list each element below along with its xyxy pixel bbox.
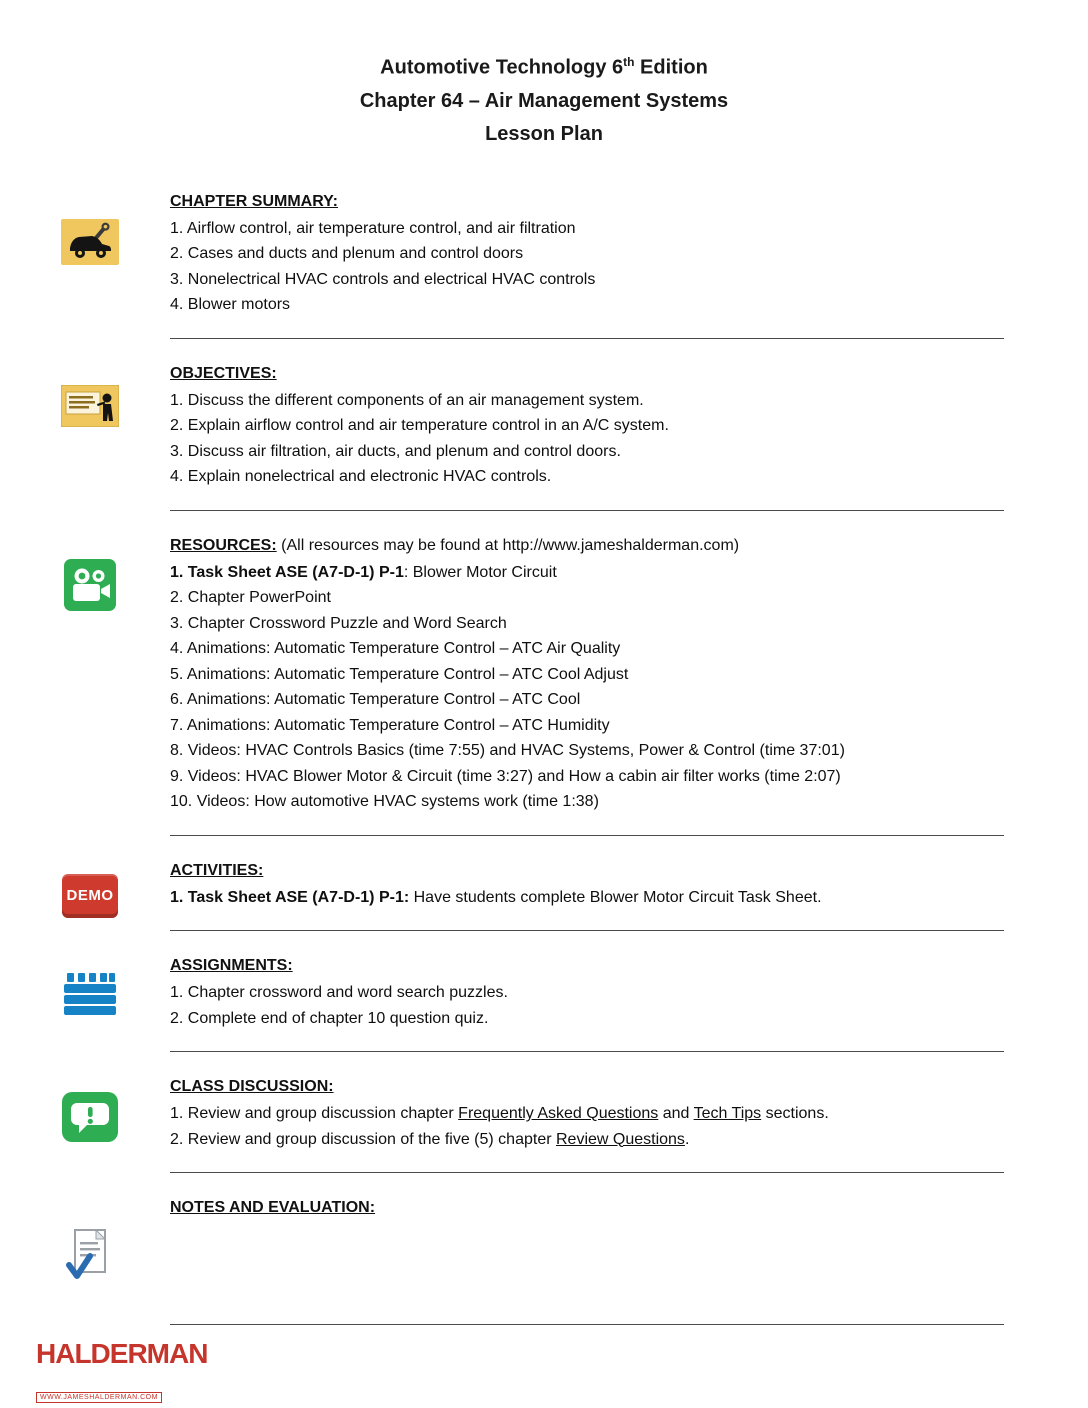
list-item: 3. Nonelectrical HVAC controls and electrical HVAC controls [170,270,596,288]
list-item: 8. Videos: HVAC Controls Basics (time 7:55) and HVAC Systems, Power & Control (time 37:01) [170,742,845,760]
list-item: 4. Blower motors [170,296,291,314]
list-item: 9. Videos: HVAC Blower Motor & Circuit (time 3:27) and How a cabin air filter works (time 2:07) [170,767,841,785]
list-item: 3. Discuss air filtration, air ducts, and plenum and control doors. [170,442,621,460]
objectives-heading: OBJECTIVES: [170,364,277,382]
section-resources [170,537,1004,836]
list-item: 2. Review and group discussion of the five (5) chapter Review Questions. [170,1130,690,1148]
discussion-bubble-icon [58,1092,122,1146]
list-item: 6. Animations: Automatic Temperature Control – ATC Cool [170,691,581,709]
footer [36,1340,207,1404]
list-item: 4. Animations: Automatic Temperature Control – ATC Air Quality [170,640,621,658]
list-item: 7. Animations: Automatic Temperature Control – ATC Humidity [170,716,610,734]
list-item: 2. Explain airflow control and air temperature control in an A/C system. [170,417,669,435]
list-item: 3. Chapter Crossword Puzzle and Word Search [170,614,507,632]
class-discussion-heading: CLASS DISCUSSION: [170,1078,334,1096]
title-line-1: Automotive Technology 6th Edition [380,55,708,79]
car-service-icon [58,219,122,265]
checklist-document-icon [58,1227,122,1281]
list-item: 4. Explain nonelectrical and electronic HVAC controls. [170,468,552,486]
list-item: 1. Review and group discussion chapter Frequently Asked Questions and Tech Tips sections. [170,1105,829,1123]
list-item: 1. Chapter crossword and word search puzzles. [170,984,508,1002]
section-activities [66,861,1004,932]
section-objectives [170,365,1004,511]
section-notes [170,1199,1004,1325]
halderman-logo: HALDERMAN [36,1338,208,1369]
list-item: 1. Airflow control, air temperature control, and air filtration [170,219,576,237]
assignments-heading: ASSIGNMENTS: [170,957,293,975]
whiteboard-presenter-icon [58,385,122,427]
title-line-2: Chapter 64 – Air Management Systems [359,89,729,112]
resources-heading: RESOURCES: (All resources may be found at http://www.jameshalderman.com) [170,536,740,554]
list-item: 10. Videos: How automotive HVAC systems work (time 1:38) [170,793,599,811]
halderman-logo-subtext: WWW.JAMESHALDERMAN.COM [36,1392,162,1403]
section-assignments [170,957,1004,1052]
document-title [0,0,1088,151]
video-camera-icon [58,559,122,611]
list-item: 5. Animations: Automatic Temperature Control – ATC Cool Adjust [170,665,629,683]
section-chapter-summary [170,193,1004,339]
demo-badge-icon: DEMO [58,874,122,918]
section-class-discussion [170,1078,1004,1173]
superscript-th: th [623,55,635,69]
title-line-3: Lesson Plan [485,122,603,145]
list-item: 2. Chapter PowerPoint [170,589,331,607]
list-item: 1. Task Sheet ASE (A7-D-1) P-1: Have students complete Blower Motor Circuit Task Sheet. [170,888,822,906]
notes-heading: NOTES AND EVALUATION: [170,1199,376,1217]
chapter-summary-heading: CHAPTER SUMMARY: [170,192,338,210]
activities-heading: ACTIVITIES: [170,861,264,879]
list-item: 1. Discuss the different components of an air management system. [170,391,644,409]
notebook-icon [58,971,122,1021]
list-item: 2. Cases and ducts and plenum and control doors [170,245,524,263]
sections-container [66,192,1004,1326]
list-item: 2. Complete end of chapter 10 question quiz. [170,1009,489,1027]
list-item: 1. Task Sheet ASE (A7-D-1) P-1: Blower Motor Circuit [170,563,557,581]
